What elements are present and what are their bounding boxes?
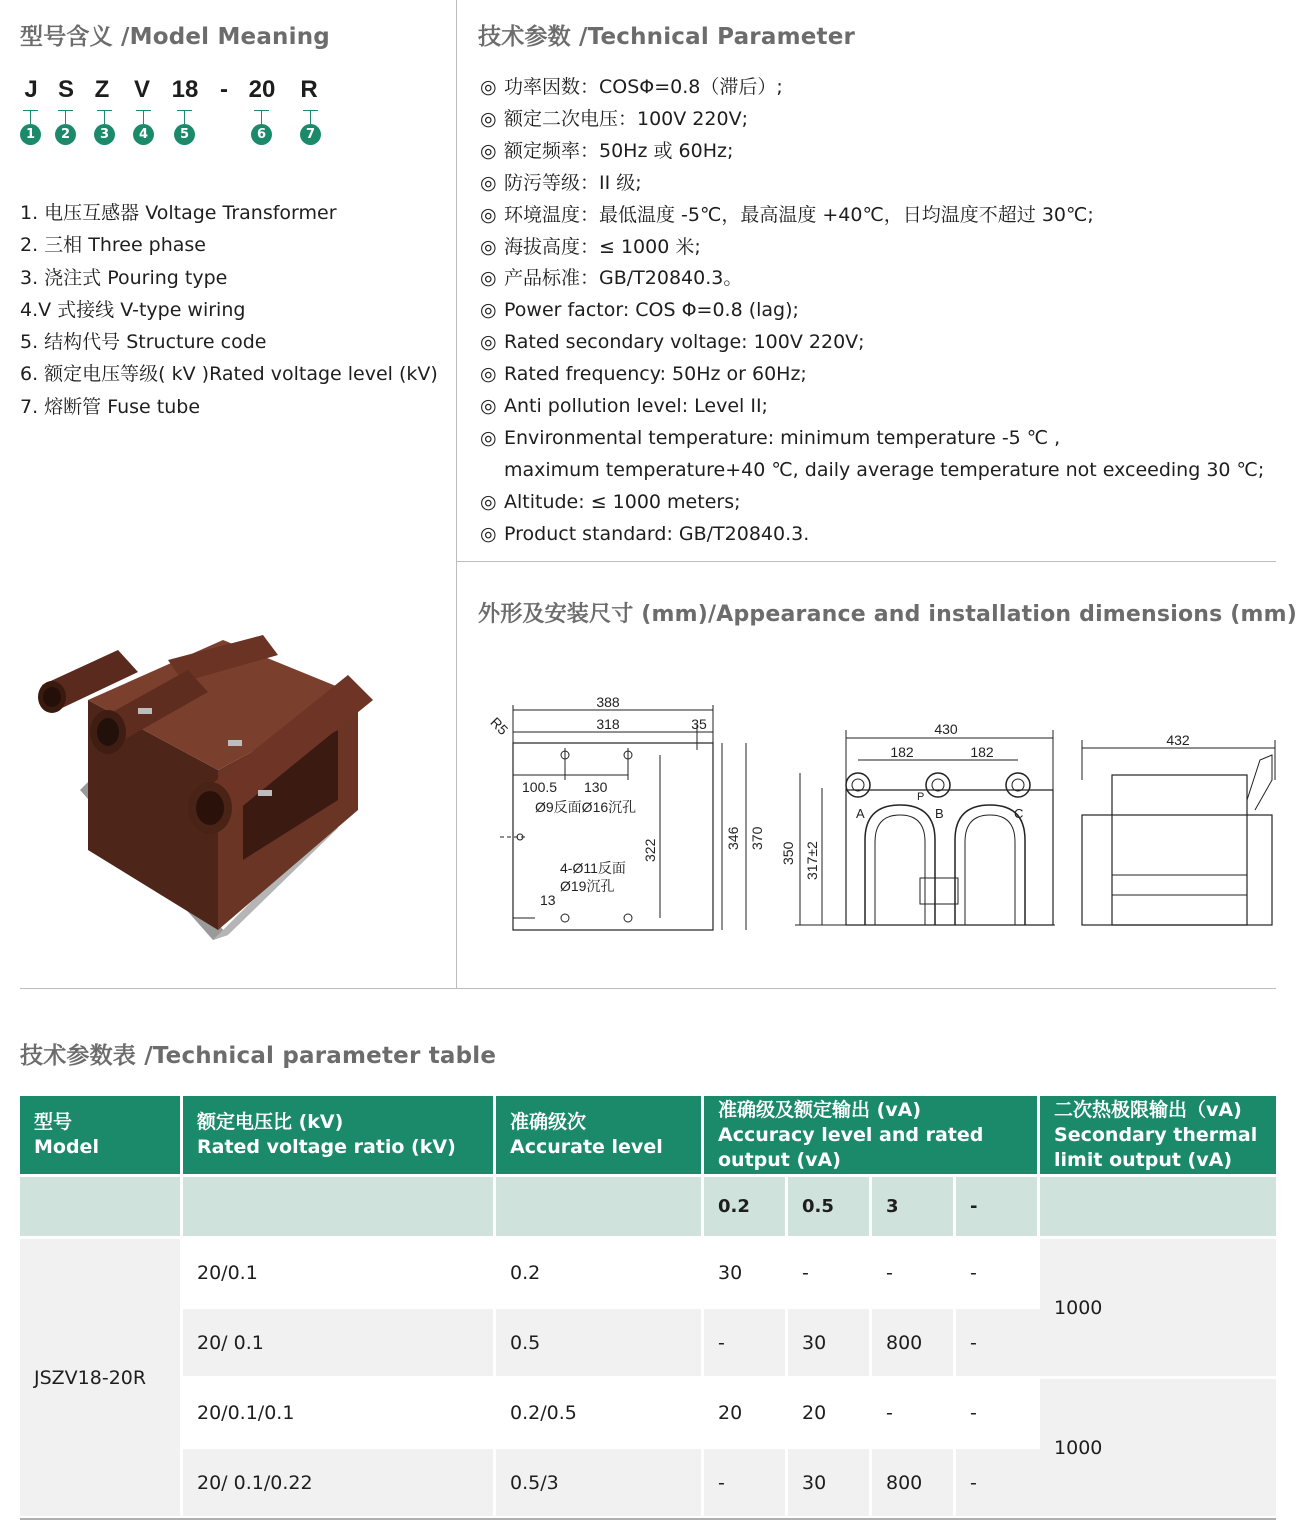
terminal-label: P (917, 791, 925, 803)
model-cell: JSZV18-20R (20, 1236, 183, 1516)
code-tick (65, 110, 66, 124)
dim-label: 322 (642, 838, 658, 862)
ratio-cell: 20/ 0.1/0.22 (183, 1446, 496, 1516)
model-meaning-list (20, 197, 438, 423)
meaning-item: 4.V 式接线 V-type wiring (20, 298, 246, 321)
param-item (480, 232, 1264, 264)
dim-label: 388 (596, 694, 620, 710)
side-view-drawing (1082, 732, 1275, 925)
accuracy-cell: 0.5/3 (496, 1446, 704, 1516)
bullet-icon: ◎ (480, 363, 497, 386)
subheader-cell (183, 1174, 496, 1236)
dimensions-title: 外形及安装尺寸 (mm)/Appearance and installation dimensions (mm) (478, 602, 1298, 627)
param-text: Rated secondary voltage: 100V 220V; (504, 331, 865, 354)
side-body (1112, 775, 1247, 925)
subheader-cell: - (956, 1174, 1040, 1236)
bullet-icon: ◎ (480, 299, 497, 322)
param-text: Product standard: GB/T20840.3. (504, 522, 810, 545)
clamp (258, 790, 272, 796)
output-02-cell: 20 (704, 1376, 788, 1446)
side-outline (1082, 815, 1272, 925)
code-tick (310, 110, 311, 124)
bullet-icon: ◎ (480, 139, 497, 162)
code-letter-20: 20 (248, 76, 276, 103)
bullet-icon: ◎ (480, 203, 497, 226)
divider-right (457, 561, 1276, 562)
code-letter-j: J (24, 76, 38, 103)
param-item (480, 359, 1264, 391)
code-number-5: 5 (174, 124, 195, 145)
table-row (20, 1376, 1276, 1446)
param-item-continued (480, 455, 1264, 487)
bushing-b (926, 773, 950, 797)
output-05-cell: 20 (788, 1376, 872, 1446)
dim-label: 182 (970, 744, 994, 760)
code-letter-z: Z (94, 76, 110, 103)
param-text: Power factor: COS Φ=0.8 (lag); (504, 299, 799, 322)
meaning-item: 3. 浇注式 Pouring type (20, 266, 228, 289)
code-number-1: 1 (20, 124, 41, 145)
param-item (480, 295, 1264, 327)
accuracy-cell: 0.2 (496, 1236, 704, 1306)
front-arch-inner (965, 815, 1015, 925)
subheader-cell (20, 1174, 183, 1236)
subheader-cell: 3 (872, 1174, 956, 1236)
nameplate (920, 878, 958, 904)
dim-label: Ø9反面Ø16沉孔 (535, 799, 637, 815)
output-05-cell: 30 (788, 1306, 872, 1376)
dim-label: 350 (780, 841, 796, 865)
table-row (20, 1236, 1276, 1306)
technical-parameter-list (480, 72, 1264, 551)
subheader-cell (496, 1174, 704, 1236)
phase-label-a: A (856, 806, 865, 821)
vertical-divider (456, 0, 457, 988)
code-number-4: 4 (133, 124, 154, 145)
param-text: 额定频率：50Hz 或 60Hz; (504, 139, 734, 162)
param-text: 海拔高度：≤ 1000 米; (504, 235, 701, 258)
output-3-cell: 800 (872, 1306, 956, 1376)
param-item (480, 104, 1264, 136)
subheader-cell: 0.5 (788, 1174, 872, 1236)
output-3-cell: 800 (872, 1446, 956, 1516)
code-letter-18: 18 (171, 76, 199, 103)
code-number-2: 2 (55, 124, 76, 145)
output-dash-cell: - (956, 1376, 1040, 1446)
param-text: 额定二次电压：100V 220V; (504, 107, 748, 130)
param-item (480, 487, 1264, 519)
code-letter-dash: - (220, 76, 228, 103)
code-tick (30, 110, 31, 124)
phase-label-b: B (935, 806, 944, 821)
accuracy-cell: 0.5 (496, 1306, 704, 1376)
dim-label: 100.5 (522, 779, 558, 795)
bushing-b (932, 779, 944, 791)
thermal-limit-cell: 1000 (1040, 1236, 1276, 1376)
ratio-cell: 20/0.1 (183, 1236, 496, 1306)
mount-hole (624, 914, 632, 922)
parameter-table (20, 1096, 1276, 1516)
accuracy-cell: 0.2/0.5 (496, 1376, 704, 1446)
param-item (480, 391, 1264, 423)
output-3-cell: - (872, 1236, 956, 1306)
subheader-cell: 0.2 (704, 1174, 788, 1236)
bullet-icon: ◎ (480, 235, 497, 258)
param-text: maximum temperature+40 ℃, daily average temperature not exceeding 30 ℃; (504, 458, 1265, 481)
phase-label-c: C (1014, 806, 1024, 821)
dim-label: 182 (890, 744, 914, 760)
dim-label: 432 (1166, 732, 1190, 748)
header-rated-output: 准确级及额定输出 (vA) Accuracy level and rated output (vA) (704, 1096, 1040, 1174)
clamp (138, 708, 152, 714)
bullet-icon: ◎ (480, 522, 497, 545)
output-02-cell: - (704, 1306, 788, 1376)
bushing-c (1006, 773, 1030, 797)
meaning-item: 2. 三相 Three phase (20, 234, 207, 257)
dim-label: Ø19沉孔 (560, 878, 615, 894)
param-item (480, 263, 1264, 295)
output-05-cell: 30 (788, 1446, 872, 1516)
output-02-cell: - (704, 1446, 788, 1516)
code-letter-r: R (300, 76, 318, 103)
output-05-cell: - (788, 1236, 872, 1306)
code-tick (104, 110, 105, 124)
bullet-icon: ◎ (480, 331, 497, 354)
param-item (480, 519, 1264, 551)
dim-label: 318 (596, 716, 620, 732)
param-text: Anti pollution level: Level II; (504, 395, 768, 418)
header-accuracy: 准确级次 Accurate level (496, 1096, 704, 1174)
output-02-cell: 30 (704, 1236, 788, 1306)
param-item (480, 200, 1264, 232)
ratio-cell: 20/ 0.1 (183, 1306, 496, 1376)
meaning-item: 1. 电压互感器 Voltage Transformer (20, 202, 337, 224)
code-letter-s: S (57, 76, 74, 103)
divider-main (20, 988, 1276, 989)
front-arch-inner (875, 815, 925, 925)
param-text: Environmental temperature: minimum temperature -5 ℃ , (504, 426, 1061, 449)
dim-label: 317±2 (804, 841, 820, 880)
subheader-row (20, 1174, 1276, 1236)
param-item (480, 168, 1264, 200)
output-3-cell: - (872, 1376, 956, 1446)
dim-label: 430 (934, 721, 958, 737)
meaning-item: 7. 熔断管 Fuse tube (20, 395, 201, 418)
table-bottom-line (20, 1518, 1276, 1520)
parameter-table-title: 技术参数表 /Technical parameter table (20, 1043, 497, 1069)
param-item (480, 136, 1264, 168)
thermal-limit-cell: 1000 (1040, 1376, 1276, 1516)
bullet-icon: ◎ (480, 426, 497, 449)
code-number-6: 6 (251, 124, 272, 145)
output-dash-cell: - (956, 1236, 1040, 1306)
code-tick (184, 110, 185, 124)
mount-hole (561, 914, 569, 922)
ratio-cell: 20/0.1/0.1 (183, 1376, 496, 1446)
meaning-item: 6. 额定电压等级( kV )Rated voltage level (kV) (20, 363, 438, 386)
output-dash-cell: - (956, 1306, 1040, 1376)
bullet-icon: ◎ (480, 395, 497, 418)
dim-label: R5 (487, 713, 512, 738)
product-photo (28, 600, 388, 945)
dim-label: 346 (725, 826, 741, 850)
header-model: 型号 Model (20, 1096, 183, 1174)
code-tick (261, 110, 262, 124)
header-ratio: 额定电压比 (kV) Rated voltage ratio (kV) (183, 1096, 496, 1174)
bullet-icon: ◎ (480, 76, 497, 98)
param-text: 防污等级：II 级; (504, 171, 642, 194)
bushing-a (846, 773, 870, 797)
dim-label: 130 (584, 779, 608, 795)
bushing-c (1012, 779, 1024, 791)
param-text: 产品标准：GB/T20840.3。 (504, 267, 743, 290)
top-view-drawing (487, 694, 765, 930)
dim-label: 35 (691, 716, 707, 732)
code-letter-v: V (133, 76, 150, 103)
bullet-icon: ◎ (480, 490, 497, 513)
subheader-cell (1040, 1174, 1276, 1236)
dim-label: 4-Ø11反面 (560, 860, 626, 876)
dim-label: 13 (540, 892, 556, 908)
param-text: 环境温度：最低温度 -5℃，最高温度 +40℃，日均温度不超过 30℃; (504, 203, 1094, 226)
dimension-drawings (480, 680, 1280, 940)
param-item (480, 423, 1264, 455)
code-tick (143, 110, 144, 124)
bushing-a (852, 779, 864, 791)
meaning-item: 5. 结构代号 Structure code (20, 331, 267, 354)
bullet-icon: ◎ (480, 267, 497, 290)
bullet-icon: ◎ (480, 171, 497, 194)
code-number-3: 3 (94, 124, 115, 145)
side-bushing (1247, 755, 1272, 810)
technical-parameter-title: 技术参数 /Technical Parameter (478, 24, 856, 50)
param-text: 功率因数：COSΦ=0.8（滞后）; (504, 76, 783, 98)
header-thermal-limit: 二次热极限输出（vA) Secondary thermal limit output (vA) (1040, 1096, 1276, 1174)
output-dash-cell: - (956, 1446, 1040, 1516)
dim-label: 370 (749, 826, 765, 850)
front-view-drawing (780, 721, 1055, 925)
param-text: Altitude: ≤ 1000 meters; (504, 490, 741, 513)
model-meaning-title: 型号含义 /Model Meaning (20, 24, 330, 50)
param-item (480, 327, 1264, 359)
code-number-7: 7 (300, 124, 321, 145)
param-text: Rated frequency: 50Hz or 60Hz; (504, 363, 807, 386)
bullet-icon: ◎ (480, 107, 497, 130)
param-item (480, 72, 1264, 104)
clamp (228, 740, 242, 746)
